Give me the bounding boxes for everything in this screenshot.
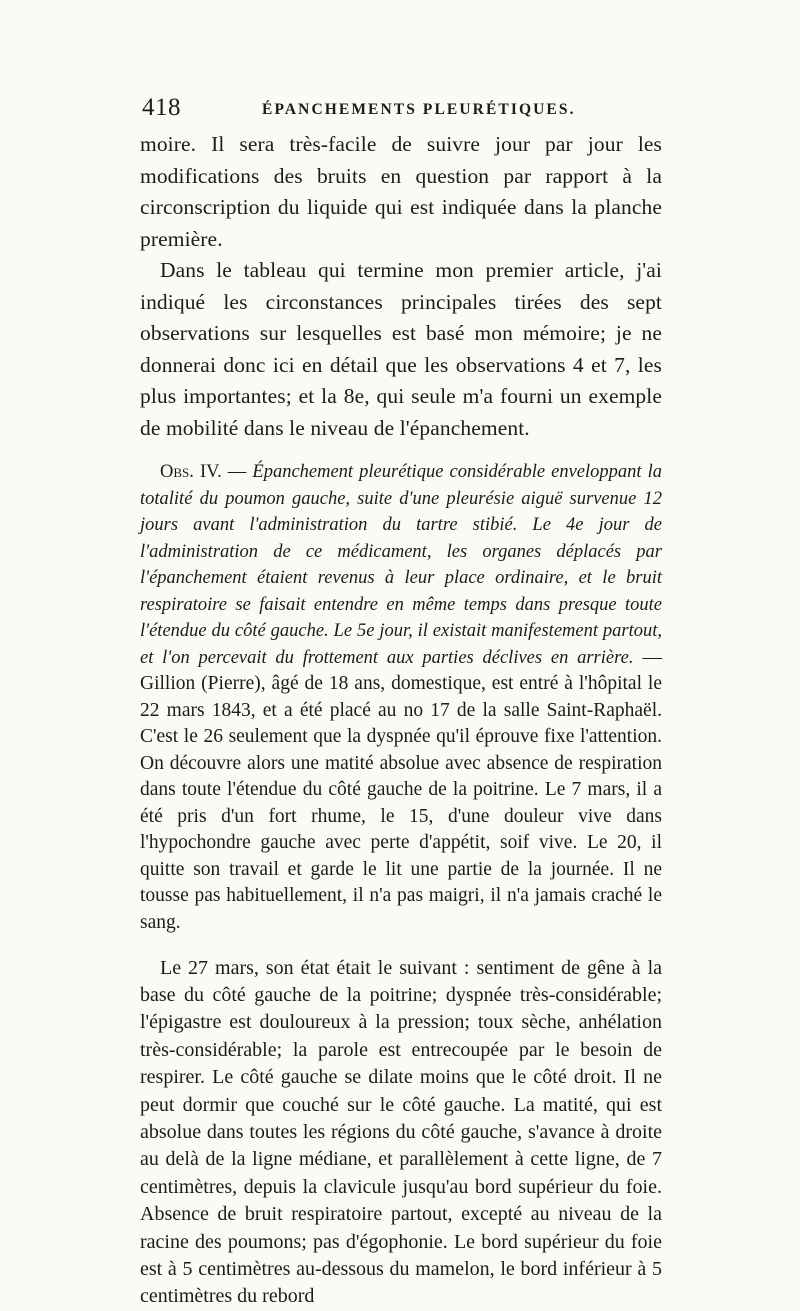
observation-label: Obs. IV.: [160, 462, 222, 482]
observation-text: — Gillion (Pierre), âgé de 18 ans, domestique, est entré à l'hôpital le 22 mars 1843, et a été placé au no 17 de la salle Saint-Raphaël. C'est le 26 seulement que la dyspnée qu'il éprouve fixe l'attention. On découvre alors une matité absolue avec absence de respiration dans toute l'étendue du côté gauche de la poitrine. Le 7 mars, il a été pris d'un fort rhume, le 15, d'une douleur vive dans l'hypochondre gauche avec perte d'appétit, soif vive. Le 20, il quitte son travail et garde le lit une partie de la journée. Il ne tousse pas habituellement, il n'a pas maigri, il n'a jamais craché le sang.: [140, 646, 662, 933]
body-text: [140, 129, 662, 1311]
paragraph-status: Le 27 mars, son état était le suivant : sentiment de gêne à la base du côté gauche de la poitrine; dyspnée très-considérable; l'épigastre est douloureux à la pression; toux sèche, anhélation très-considérable; la parole est entrecoupée par le besoin de respirer. Le côté gauche se dilate moins que le côté droit. Il ne peut dormir que couché sur le côté gauche. La matité, qui est absolue dans toutes les régions du côté gauche, s'avance à droite au delà de la ligne médiane, et parallèlement à cette ligne, de 7 centimètres, depuis la clavicule jusqu'au bord supérieur du foie. Absence de bruit respiratoire partout, excepté au niveau de la racine des poumons; pas d'égophonie. Le bord supérieur du foie est à 5 centimètres au-dessous du mamelon, le bord inférieur à 5 centimètres du rebord: [140, 956, 662, 1308]
observation-summary: Épanchement pleurétique considérable enveloppant la totalité du poumon gauche, suite d'une pleurésie aiguë survenue 12 jours avant l'administration du tartre stibié. Le 4e jour de l'administration de ce médicament, les organes déplacés par l'épanchement étaient revenus à leur place ordinaire, et le bruit respiratoire se faisait entendre en même temps dans presque toute l'étendue du côté gauche. Le 5e jour, il existait manifestement partout, et l'on percevait du frottement aux parties déclives en arrière.: [140, 462, 662, 668]
observation-block: [140, 459, 662, 936]
observation-dash: —: [221, 462, 253, 482]
running-head: ÉPANCHEMENTS PLEURÉTIQUES.: [262, 101, 576, 118]
paragraph-intro: Dans le tableau qui termine mon premier article, j'ai indiqué les circonstances principales tirées des sept observations sur lesquelles est basé mon mémoire; je ne donnerai donc ici en détail que les observations 4 et 7, les plus importantes; et la 8e, qui seule m'a fourni un exemple de mobilité dans le niveau de l'épanchement.: [140, 258, 662, 440]
page-header: [142, 94, 662, 130]
paragraph-continuation: moire. Il sera très-facile de suivre jour par jour les modifications des bruits en question par rapport à la circonscription du liquide qui est indiquée dans la planche première.: [140, 132, 662, 251]
page-number: 418: [142, 94, 181, 121]
